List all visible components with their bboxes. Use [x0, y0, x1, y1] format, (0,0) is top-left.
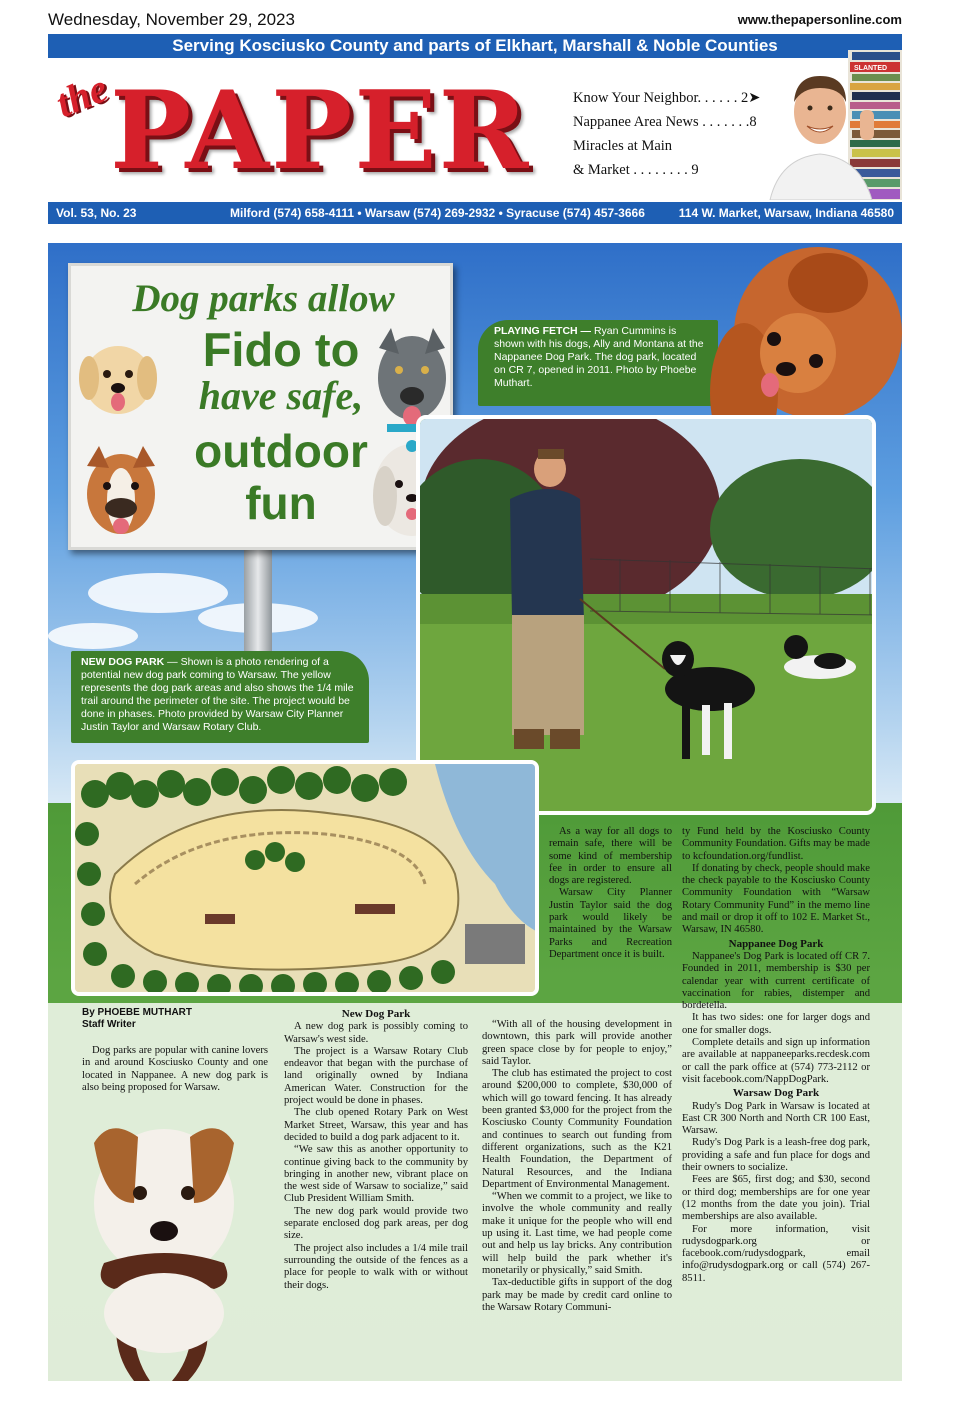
headline-sign: [68, 263, 453, 550]
article-paragraph: Tax-deductible gifts in support of the dog park may be made by credit card online to the Warsaw Rotary Communi-: [482, 1277, 672, 1313]
caption-label: PLAYING FETCH —: [494, 325, 592, 337]
headline-line: fun: [245, 477, 317, 529]
top-line: [48, 10, 902, 32]
headline-line: have safe,: [198, 373, 364, 418]
article-paragraph: A new dog park is possibly coming to Warsaw's west side.: [284, 1021, 468, 1045]
article-paragraph: “We saw this as another opportunity to continue giving back to the community by bringing in another new, vibrant place on the west side of Warsaw to socialize,” said Club President William Smith.: [284, 1144, 468, 1205]
tagline-banner: Serving Kosciusko County and parts of Elkhart, Marshall & Noble Counties: [48, 34, 902, 58]
article-paragraph: The club has estimated the project to cost around $200,000 to complete, $30,000 of which will go toward fencing. It has already been granted $3,000 for the project from the Kosciusko County Community Foundation and continues to search out funding from different organizations, such as the K21 Health Foundation, the Department of Natural Resources, and the Indiana Department of Environmental Management.: [482, 1068, 672, 1190]
masthead: [48, 60, 902, 200]
article-column-3-top: [549, 826, 672, 961]
headline-line: Fido to: [202, 323, 360, 376]
index-item[interactable]: Miracles at Main: [573, 138, 673, 154]
article-paragraph: The project also includes a 1/4 mile trail surrounding the outside of the fences as a place for people to walk with or without their dogs.: [284, 1242, 468, 1291]
article-paragraph: ty Fund held by the Kosciusko County Community Foundation. Gifts may be made to kcfoundation.org/fundlist.: [682, 826, 870, 862]
website-url[interactable]: www.thepapersonline.com: [737, 12, 902, 27]
feature-story: [48, 243, 902, 1381]
byline-author: By PHOEBE MUTHART: [82, 1007, 193, 1018]
article-paragraph: It has two sides: one for larger dogs and one for smaller dogs.: [682, 1012, 870, 1036]
article-column-2: [284, 1007, 468, 1292]
masthead-the: the: [49, 65, 114, 126]
info-bar: [48, 202, 902, 224]
volume-number: Vol. 53, No. 23: [56, 206, 137, 220]
article-column-4: [682, 826, 870, 1285]
headline-line: Dog parks allow: [132, 277, 395, 320]
caption-label: NEW DOG PARK: [81, 656, 165, 668]
office-phones: Milford (574) 658-4111 • Warsaw (574) 269-2932 • Syracuse (574) 457-3666: [230, 206, 645, 220]
caption-text: — Shown is a photo rendering of a potential new dog park coming to Warsaw. The yellow represents the dog park areas and also shows the 1/4 mile trail around the perimeter of the site. The project would be done in phases. Photo provided by Warsaw City Planner Justin Taylor and Warsaw Rotary Club.: [81, 656, 354, 733]
index-item[interactable]: & Market . . . . . . . . 9: [573, 162, 699, 178]
playing-fetch-caption: [478, 320, 718, 406]
index-item[interactable]: Know Your Neighbor. . . . . . 2➤: [573, 90, 761, 106]
article-paragraph: Dog parks are popular with canine lovers in and around Kosciusko County and one located in Nappanee. A new dog park is also being proposed for Warsaw.: [82, 1045, 268, 1093]
cloud: [48, 623, 138, 649]
promo-photo-man-with-books: [760, 50, 902, 200]
article-paragraph: Rudy's Dog Park in Warsaw is located at East CR 300 North and North CR 100 East, Warsaw.: [682, 1100, 870, 1137]
section-heading: Warsaw Dog Park: [732, 1087, 820, 1100]
cloud: [88, 573, 228, 613]
article-paragraph: Nappanee's Dog Park is located off CR 7. Founded in 2011, membership is $30 per calendar year with current certificate of vaccination for rabies, distemper and bordetella.: [682, 950, 870, 1012]
article-paragraph: The project is a Warsaw Rotary Club endeavor that began with the purchase of land originally owned by Indiana American Water. Construction for the project would be done in phases.: [284, 1045, 468, 1107]
article-column-3: [482, 1019, 672, 1314]
issue-date: Wednesday, November 29, 2023: [48, 10, 295, 29]
masthead-title: PAPER: [110, 68, 531, 194]
headline-line: outdoor: [194, 425, 368, 477]
page-index: [573, 86, 783, 182]
new-dog-park-caption: [71, 651, 369, 743]
site-plan-illustration: [75, 764, 539, 996]
section-heading: Nappanee Dog Park: [728, 937, 824, 950]
article-paragraph: If donating by check, people should make the check payable to the Kosciusko County Community Foundation with “Warsaw Rotary Community Fund” in the memo line and mail or drop it off to 102 E. Market St., Warsaw, IN 46580.: [682, 862, 870, 936]
jack-russell-leash-illustration: [64, 1113, 264, 1381]
article-paragraph: The club opened Rotary Park on West Market Street, Warsaw, this year and has decided to build a dog park adjacent to it.: [284, 1107, 468, 1143]
article-column-1: [82, 1045, 268, 1094]
article-paragraph: The new dog park would provide two separate enclosed dog park areas, per dog size.: [284, 1205, 468, 1242]
golden-retriever-illustration: [79, 336, 157, 416]
boxer-dog-illustration: [81, 442, 161, 542]
index-item[interactable]: Nappanee Area News . . . . . . .8: [573, 114, 757, 130]
article-paragraph: For more information, visit rudysdogpark.org or facebook.com/rudysdogpark, email info@rudysdogpark.org or call (574) 267-8511.: [682, 1223, 870, 1284]
article-paragraph: “When we commit to a project, we like to involve the whole community and really make it unique for the people who will end up using it. Last time, we had people come out and help us lay bricks. Any contribution will help build the park whether it's monetarily or physically,” said Smith.: [482, 1191, 672, 1276]
dog-park-rendering-map: [71, 760, 539, 996]
article-paragraph: Warsaw City Planner Justin Taylor said the dog park would likely be maintained by the Warsaw Parks and Recreation Department once it is built.: [549, 887, 672, 960]
dog-park-scene: [420, 419, 876, 815]
byline-role: Staff Writer: [82, 1019, 136, 1030]
promo-book-title: SLANTED: [854, 65, 888, 72]
article-paragraph: Fees are $65, first dog; and $30, second or third dog; memberships are for one year (12 months from the date you join). Trial memberships are also available.: [682, 1174, 870, 1223]
article-paragraph: Rudy's Dog Park is a leash-free dog park, providing a safe and fun place for dogs and their owners to socialize.: [682, 1137, 870, 1174]
byline: [82, 1007, 192, 1031]
article-paragraph: “With all of the housing development in downtown, this park will provide another green space close by for people to enjoy,” said Taylor.: [482, 1019, 672, 1067]
office-address: 114 W. Market, Warsaw, Indiana 46580: [678, 206, 894, 220]
playing-fetch-photo: [416, 415, 876, 815]
caption-text: Ryan Cummins is shown with his dogs, Ally and Montana at the Nappanee Dog Park. The dog park, located on CR 7, opened in 2011. Photo by Phoebe Muthart.: [494, 325, 704, 389]
section-heading: New Dog Park: [341, 1008, 411, 1020]
article-paragraph: As a way for all dogs to remain safe, there will be some kind of membership fee in order to ensure all dogs are registered.: [549, 826, 672, 887]
article-paragraph: Complete details and sign up information are available at nappaneeparks.recdesk.com or call the park office at (574) 773-2112 or visit facebook.com/NappDogPark.: [682, 1037, 870, 1085]
